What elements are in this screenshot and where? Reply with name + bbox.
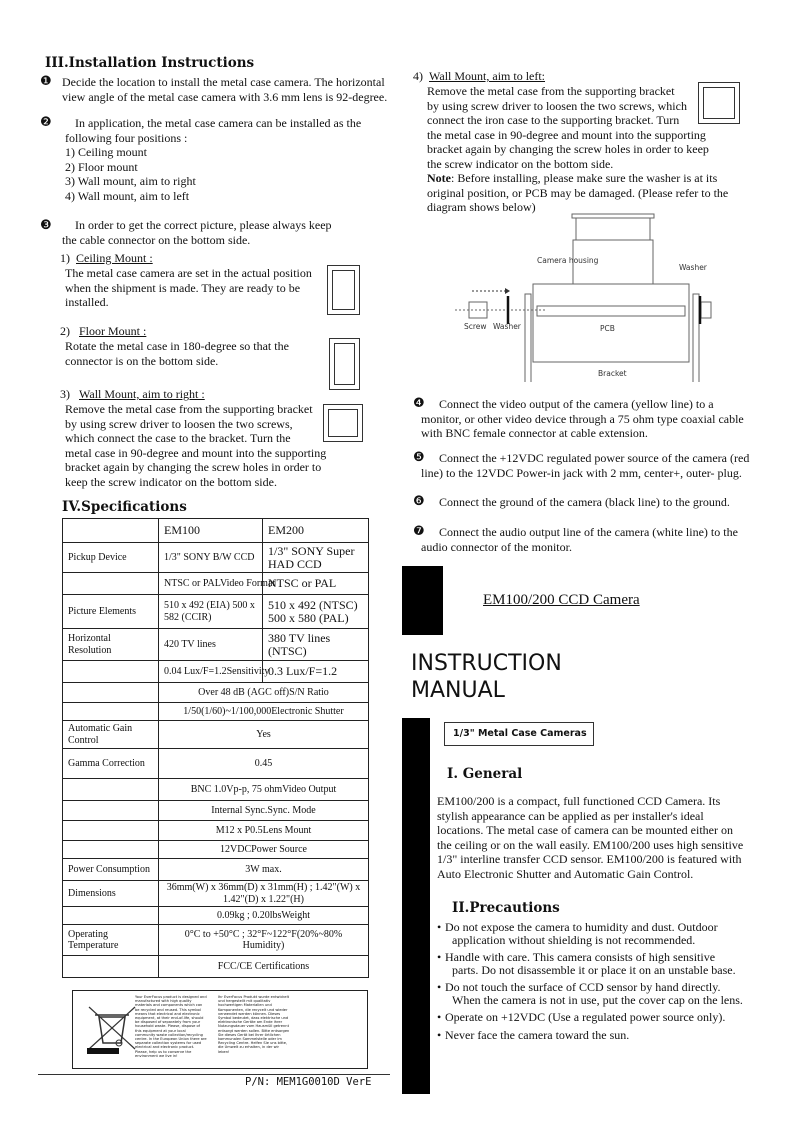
precaution-item	[437, 981, 743, 1006]
weee-notice-box	[72, 990, 368, 1069]
manual-title	[411, 650, 562, 704]
heading-number: 2)	[60, 324, 70, 338]
text-line: parts. Do not disassemble it or place it on an unstable base.	[452, 962, 736, 977]
text-line: Never face the camera toward the sun.	[445, 1027, 630, 1042]
weee-text-english: Your EverFocus product is designed and manufactured with high quality materials and components which can be recycled and reused. This symbol means that electrical and electronic equipment, at their end-of-life, should be disposed of separately from your household waste. Please, dispose of this equipment at your local community waste collection/recycling centre. In the European Union there are separate collection systems for used electrical and electronic product. Please, help us to conserve the environment we live in!	[135, 995, 207, 1058]
spec-value: BNC 1.0Vp-p, 75 ohmVideo Output	[159, 779, 369, 801]
step-4-text	[421, 397, 744, 441]
spec-value: Internal Sync.Sync. Mode	[159, 801, 369, 821]
bullet: •	[437, 1010, 442, 1024]
mounting-diagram	[455, 210, 740, 382]
step-1-text	[62, 75, 387, 104]
step-6-text	[421, 495, 730, 510]
table-row	[63, 881, 369, 907]
text-line: the metal case in 90-degree and mount into the supporting	[427, 127, 706, 142]
wall-left-heading	[413, 69, 545, 84]
table-row	[63, 907, 369, 925]
spec-label: Automatic Gain Control	[63, 721, 159, 749]
header-cell: EM100	[159, 519, 263, 543]
text-line: connector is on the bottom side.	[65, 353, 219, 368]
spec-value-em100: 0.04 Lux/F=1.2Sensitivity	[159, 661, 263, 683]
table-row	[63, 859, 369, 881]
table-row	[63, 629, 369, 661]
step-5-text	[421, 451, 749, 480]
spec-label: Picture Elements	[63, 595, 159, 629]
text-line: 1) Ceiling mount	[65, 145, 147, 160]
text-line: The metal case camera are set in the actual position	[65, 266, 312, 280]
spec-label: Horizontal Resolution	[63, 629, 159, 661]
spec-label	[63, 907, 159, 925]
text-line: 4) Wall mount, aim to left	[65, 188, 190, 203]
table-row	[63, 749, 369, 779]
text-line: Auto Electronic Shutter and Automatic Gain Control.	[437, 866, 694, 881]
black-side-bar-top	[402, 566, 443, 635]
text-line: by using screw driver to loosen the two screws,	[65, 416, 293, 431]
ceiling-mount-text	[65, 266, 312, 310]
table-row	[63, 661, 369, 683]
wall-right-image	[323, 404, 363, 442]
ceiling-mount-heading	[60, 251, 153, 266]
text-line: line) to the 12VDC Power-in jack with 2 mm, center+, outer- plug.	[421, 465, 742, 480]
heading-number: 1)	[60, 251, 70, 265]
text-line: Do not expose the camera to humidity and dust. Outdoor	[445, 920, 718, 934]
label-washer-left: Washer	[493, 322, 521, 331]
spec-label	[63, 821, 159, 841]
spec-value: 0.09kg ; 0.20lbsWeight	[159, 907, 369, 925]
spec-label	[63, 779, 159, 801]
text-line: which connect the case to the bracket. Turn the	[65, 431, 291, 446]
spec-value-em200: NTSC or PAL	[263, 573, 369, 595]
text-line: EM100/200 is a compact, full functioned CCD Camera. Its	[437, 794, 721, 808]
text-line: Decide the location to install the metal case camera. The horizontal	[62, 75, 385, 89]
product-title: EM100/200 CCD Camera	[483, 592, 640, 608]
step-marker: ❶	[40, 74, 52, 89]
text-line: connect the iron case to the supporting bracket. Turn	[427, 113, 680, 128]
weee-bar	[87, 1048, 119, 1054]
text-line: following four positions :	[65, 130, 188, 145]
label-camera-housing: Camera housing	[537, 256, 599, 265]
spec-label: Gamma Correction	[63, 749, 159, 779]
text-line: Connect the +12VDC regulated power source of the camera (red	[439, 451, 750, 465]
label-pcb: PCB	[600, 324, 615, 333]
table-row	[63, 801, 369, 821]
spec-value: 1/50(1/60)~1/100,000Electronic Shutter	[159, 703, 369, 721]
spec-value-em200: 0.3 Lux/F=1.2	[263, 661, 369, 683]
general-text	[437, 794, 743, 882]
spec-label	[63, 683, 159, 703]
manual-title-line: INSTRUCTION	[411, 651, 562, 676]
text-line: locations. The metal case of camera can be mounted either on	[437, 823, 733, 838]
text-line: In application, the metal case camera can be installed as the	[75, 116, 362, 130]
spec-value-em200: 380 TV lines (NTSC)	[263, 629, 369, 661]
text-line: Connect the audio output line of the camera (white line) to the	[439, 525, 738, 539]
text-line: by using screw driver to loosen the two screws, which	[427, 98, 687, 113]
text-line: Remove the metal case from the supporting bracket	[427, 84, 675, 98]
spec-label: Pickup Device	[63, 543, 159, 573]
label-screw: Screw	[464, 322, 487, 331]
floor-mount-text	[65, 339, 289, 368]
text-line: metal case in 90-degree and mount into the supporting	[65, 445, 327, 460]
text-line: monitor, or other video device through a 75 ohm type coaxial cable	[421, 411, 744, 426]
spec-value: M12 x P0.5Lens Mount	[159, 821, 369, 841]
step-marker: ❼	[413, 524, 425, 539]
step-3-text	[62, 218, 332, 247]
text-line: When the camera is not in use, put the cover cap on the lens.	[452, 992, 743, 1007]
table-row	[63, 543, 369, 573]
text-line: Remove the metal case from the supporting bracket	[65, 402, 313, 416]
bullet: •	[437, 980, 442, 994]
wall-left-note	[427, 171, 728, 215]
text-line: application without shielding is not recommended.	[452, 932, 696, 947]
heading-number: 4)	[413, 69, 423, 83]
section-title-installation: III.Installation Instructions	[45, 55, 255, 71]
text-line: In order to get the correct picture, please always keep	[75, 218, 332, 232]
spec-value: 0.45	[159, 749, 369, 779]
text-line: bracket again by changing the screw holes in order to keep	[427, 142, 709, 157]
header-cell	[63, 519, 159, 543]
text-line: audio connector of the monitor.	[421, 539, 572, 554]
text-line: with BNC female connector at cable extension.	[421, 426, 648, 441]
precaution-item	[437, 951, 743, 976]
wall-right-heading	[60, 387, 205, 402]
footer-rule	[38, 1074, 390, 1075]
precaution-item	[437, 1029, 743, 1042]
spec-value: Yes	[159, 721, 369, 749]
spec-value-em100: NTSC or PALVideo Format	[159, 573, 263, 595]
section-title-general: I. General	[447, 766, 523, 782]
heading-title: Floor Mount :	[79, 324, 147, 338]
spec-value-em100: 1/3" SONY B/W CCD	[159, 543, 263, 573]
bullet: •	[437, 950, 442, 964]
spec-value-em200: 1/3" SONY Super HAD CCD	[263, 543, 369, 573]
text-line: Operate on +12VDC (Use a regulated power source only).	[445, 1010, 726, 1024]
text-line: Rotate the metal case in 180-degree so that the	[65, 339, 289, 353]
specifications-table	[62, 518, 369, 978]
text-line: installed.	[65, 295, 109, 310]
spec-value: 3W max.	[159, 859, 369, 881]
spec-label	[63, 956, 159, 978]
text-line: the cable connector on the bottom side.	[62, 232, 251, 247]
spec-label: Dimensions	[63, 881, 159, 907]
spec-value: FCC/CE Certifications	[159, 956, 369, 978]
precautions-list	[437, 921, 743, 1046]
text-line: Handle with care. This camera consists of high sensitive	[445, 950, 716, 964]
text-line: bracket again by changing the screw holes in order to	[65, 460, 322, 475]
table-row	[63, 721, 369, 749]
note-line: diagram shows below)	[427, 200, 536, 215]
spec-value: 0°C to +50°C ; 32°F~122°F(20%~80% Humidity)	[159, 925, 369, 956]
step-2-text	[65, 116, 361, 204]
label-washer-right: Washer	[679, 263, 707, 272]
spec-label	[63, 801, 159, 821]
text-line: Connect the ground of the camera (black line) to the ground.	[439, 495, 730, 509]
manual-title-line: MANUAL	[411, 678, 505, 703]
text-line: Connect the video output of the camera (yellow line) to a	[439, 397, 714, 411]
table-row	[63, 779, 369, 801]
spec-value-em100: 510 x 492 (EIA) 500 x 582 (CCIR)	[159, 595, 263, 629]
text-line: the ceiling or on the wall easily. EM100/200 uses high sensitive	[437, 837, 744, 852]
step-marker: ❻	[413, 494, 425, 509]
text-line: Do not touch the surface of CCD sensor by hand directly.	[445, 980, 721, 994]
spec-label	[63, 573, 159, 595]
table-row	[63, 821, 369, 841]
spec-label: Power Consumption	[63, 859, 159, 881]
text-line: 1/3" interline transfer CCD sensor. EM100/200 is featured with	[437, 852, 742, 867]
section-title-specifications: IV.Specifications	[62, 499, 187, 515]
spec-label	[63, 841, 159, 859]
weee-text-german: Ihr EverFocus Produkt wurde entwickelt und hergestellt mit qualitativ hochwertigen Materialien und Komponenten, die recycelt und wieder verwendet werden können. Dieses Symbol bedeutet, dass elektrische und elektronische Geräte am Ende ihrer Nutzungsdauer vom Hausmüll getrennt entsorgt werden sollen. Bitte entsorgen Sie dieses Gerät bei Ihrer örtlichen kommunalen Sammelstelle oder im Recycling Centre. Helfen Sie uns bitte, die Umwelt zu erhalten, in der wir leben!	[218, 995, 290, 1054]
wall-left-text	[427, 84, 709, 172]
bullet: •	[437, 920, 442, 934]
note-line: original position, or PCB may be damaged. (Please refer to the	[427, 185, 729, 200]
heading-title: Ceiling Mount :	[76, 251, 153, 265]
text-line: 2) Floor mount	[65, 159, 138, 174]
spec-value: Over 48 dB (AGC off)S/N Ratio	[159, 683, 369, 703]
text-line: the screw indicator on the bottom side.	[427, 156, 614, 171]
text-line: keep the screw indicator on the bottom side.	[65, 474, 277, 489]
step-marker: ❸	[40, 218, 52, 233]
table-row	[63, 956, 369, 978]
floor-mount-heading	[60, 324, 146, 339]
spec-label: Operating Temperature	[63, 925, 159, 956]
note-label: Note	[427, 171, 451, 185]
text-line: view angle of the metal case camera with 3.6 mm lens is 92-degree.	[62, 89, 388, 104]
wall-left-image	[698, 82, 740, 124]
note-line: : Before installing, please make sure the washer is at its	[451, 171, 718, 185]
bullet: •	[437, 1027, 442, 1042]
table-header-row	[63, 519, 369, 543]
precaution-item	[437, 1011, 743, 1024]
text-line: 3) Wall mount, aim to right	[65, 174, 196, 189]
spec-value: 12VDCPower Source	[159, 841, 369, 859]
text-line: when the shipment is made. They are ready to be	[65, 280, 301, 295]
table-row	[63, 683, 369, 703]
table-row	[63, 595, 369, 629]
spec-value-em100: 420 TV lines	[159, 629, 263, 661]
spec-value: 36mm(W) x 36mm(D) x 31mm(H) ; 1.42"(W) x 1.42"(D) x 1.22"(H)	[159, 881, 369, 907]
part-number: P/N: MEM1G0010D VerE	[245, 1076, 372, 1088]
text-line: stylish appearance can be applied as per installer's ideal	[437, 808, 704, 823]
table-row	[63, 841, 369, 859]
step-marker: ❹	[413, 396, 425, 411]
step-7-text	[421, 525, 738, 554]
section-title-precautions: II.Precautions	[452, 900, 560, 916]
table-row	[63, 703, 369, 721]
spec-label	[63, 661, 159, 683]
black-side-bar-bottom	[402, 718, 430, 1094]
spec-value-em200: 510 x 492 (NTSC) 500 x 580 (PAL)	[263, 595, 369, 629]
table-row	[63, 925, 369, 956]
table-row	[63, 573, 369, 595]
heading-title: Wall Mount, aim to left:	[429, 69, 546, 83]
ceiling-mount-image	[327, 265, 360, 315]
heading-number: 3)	[60, 387, 70, 401]
precaution-item	[437, 921, 743, 946]
spec-label	[63, 703, 159, 721]
product-category-badge: 1/3" Metal Case Cameras	[444, 722, 594, 746]
step-marker: ❺	[413, 450, 425, 465]
header-cell: EM200	[263, 519, 369, 543]
label-bracket: Bracket	[598, 369, 627, 378]
heading-title: Wall Mount, aim to right :	[79, 387, 205, 401]
step-marker: ❷	[40, 115, 52, 130]
wall-right-text	[65, 402, 326, 490]
floor-mount-image	[329, 338, 360, 390]
